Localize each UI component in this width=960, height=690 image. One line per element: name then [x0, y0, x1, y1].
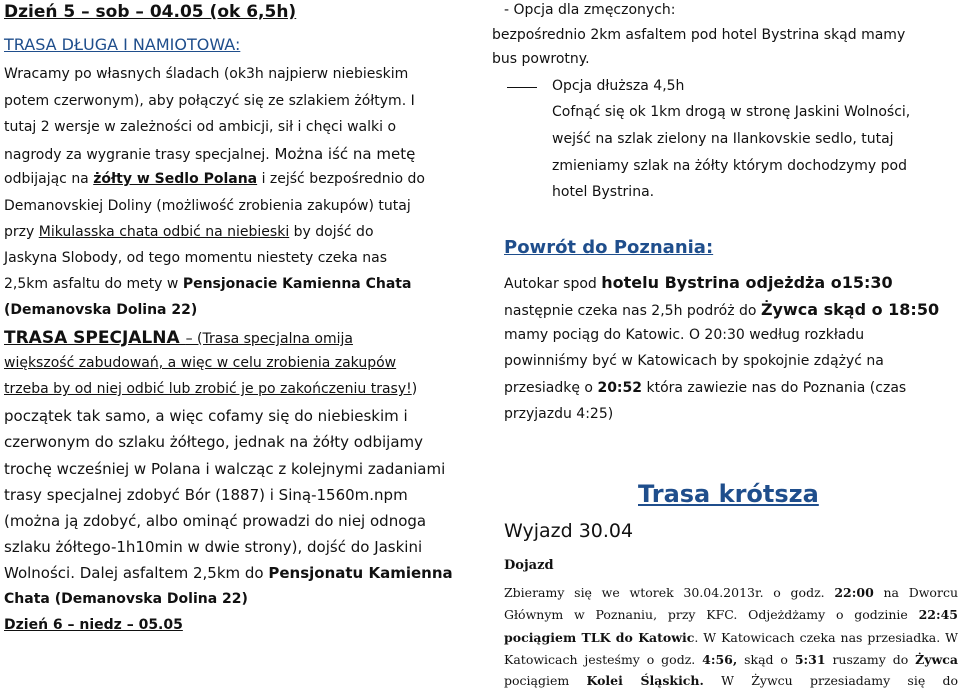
place-name: Pensjonacie Kamienna Chata — [182, 276, 412, 292]
text-fragment: ruszamy do — [825, 652, 916, 667]
text-line — [504, 273, 893, 292]
emphasis: 5:31 — [794, 652, 826, 667]
text-line: trasy specjalnej zdobyć Bór (1887) i Siną-1560m.npm — [4, 486, 408, 504]
text-fragment: nagrody za wygranie trasy specjalnej. — [4, 147, 270, 163]
day6-title: Dzień 6 – niedz – 05.05 — [4, 617, 183, 633]
text-line: początek tak samo, a więc cofamy się do niebieskim i — [4, 407, 408, 425]
emphasis: 20:52 — [597, 380, 643, 396]
day5-title: Dzień 5 – sob – 04.05 (ok 6,5h) — [4, 2, 297, 22]
special-route-heading: TRASA SPECJALNA — [4, 328, 186, 348]
text-fragment: która zawiezie nas do Poznania (czas — [642, 380, 907, 396]
text-fragment: odbijając na — [4, 171, 94, 187]
text-fragment: i zejść bezpośrednio do — [257, 171, 425, 187]
text-fragment: by dojść do — [289, 224, 374, 240]
text-fragment: pociągiem — [504, 673, 587, 688]
short-route-heading: Trasa krótsza — [638, 480, 819, 508]
text-fragment: – (Trasa specjalna omija — [185, 331, 353, 347]
text-fragment: skąd o — [737, 652, 795, 667]
text-fragment: ) — [411, 381, 418, 397]
text-line: trochę wcześniej w Polana i walcząc z kolejnymi zadaniami — [4, 460, 446, 478]
departure-title: Wyjazd 30.04 — [504, 520, 634, 542]
text-fragment: Autokar spod — [504, 276, 602, 292]
text-line — [4, 224, 374, 240]
emphasis: 22:00 — [834, 585, 874, 600]
text-fragment: Zbieramy się we wtorek 30.04.2013r. o godz. — [504, 585, 835, 600]
text-line: czerwonym do szlaku żółtego, jednak na żółty odbijamy — [4, 433, 424, 451]
text-line: bezpośrednio 2km asfaltem pod hotel Bystrina skąd mamy — [492, 27, 906, 43]
trail-name: żółty w Sedlo Polana — [93, 171, 258, 187]
text-line — [504, 585, 958, 600]
text-line: Cofnąć się ok 1km drogą w stronę Jaskini Wolności, — [552, 104, 911, 120]
text-line — [504, 652, 958, 667]
long-route-heading: TRASA DŁUGA I NAMIOTOWA: — [4, 35, 241, 54]
emphasis: hotelu Bystrina odjeżdża o15:30 — [601, 273, 893, 292]
text-line: tutaj 2 wersje w zależności od ambicji, sił i chęci walki o — [4, 119, 397, 135]
text-fragment: 2,5km asfaltu do mety w — [4, 276, 183, 292]
text-line: bus powrotny. — [492, 51, 590, 67]
emphasis: Żywca skąd o 18:50 — [760, 300, 940, 319]
text-line: zmieniamy szlak na żółty którym dochodzymy pod — [552, 158, 908, 174]
text-line: (można ją zdobyć, albo ominąć prowadzi do niej odnoga — [4, 512, 427, 530]
text-line — [4, 145, 415, 163]
text-line: przyjazdu 4:25) — [504, 406, 614, 422]
text-line — [4, 381, 417, 397]
text-fragment: następnie czeka nas 2,5h podróż do — [504, 303, 761, 319]
text-fragment: na Dworcu — [873, 585, 958, 600]
longer-option: Opcja dłuższa 4,5h — [552, 78, 685, 94]
text-fragment: Katowicach jesteśmy o godz. — [504, 652, 703, 667]
text-line: mamy pociąg do Katowic. O 20:30 według rozkładu — [504, 327, 865, 343]
text-line: hotel Bystrina. — [552, 184, 655, 200]
text-line: Wracamy po własnych śladach (ok3h najpierw niebieskim — [4, 66, 409, 82]
special-route-line — [4, 328, 353, 348]
emphasis: pociągiem TLK do Katowic — [504, 630, 695, 645]
text-fragment: trzeba by od niej odbić lub zrobić je po zakończeniu trasy! — [4, 381, 412, 397]
dash-divider — [507, 87, 537, 88]
text-line: Jaskyna Slobody, od tego momentu niestety czeka nas — [4, 250, 388, 266]
text-line — [504, 607, 958, 622]
text-line: (Demanovska Dolina 22) — [4, 302, 198, 318]
departure-label: Dojazd — [504, 558, 554, 573]
place-name: Pensjonatu Kamienna — [268, 564, 453, 582]
text-fragment: przesiadkę o — [504, 380, 598, 396]
text-line — [4, 276, 411, 292]
text-line: szlaku żółtego-1h10min w dwie strony), dojść do Jaskini — [4, 538, 423, 556]
text-fragment: Można iść na metę — [269, 145, 416, 163]
emphasis: 4:56, — [702, 652, 738, 667]
text-line: wejść na szlak zielony na Ilankovskie sedlo, tutaj — [552, 131, 894, 147]
emphasis: Żywca — [915, 652, 959, 667]
text-line — [504, 300, 939, 319]
trail-name: Mikulasska chata odbić na niebieski — [38, 224, 290, 240]
emphasis: Kolei Śląskich. — [586, 673, 704, 688]
tired-option: - Opcja dla zmęczonych: — [504, 2, 676, 18]
text-fragment: W Żywcu przesiadamy się do — [703, 673, 959, 688]
text-fragment: Wolności. Dalej asfaltem 2,5km do — [4, 564, 269, 582]
text-line — [504, 630, 958, 645]
text-line: większość zabudowań, a więc w celu zrobienia zakupów — [4, 355, 397, 371]
text-fragment: przy — [4, 224, 39, 240]
text-line — [504, 673, 958, 688]
text-line — [504, 380, 906, 396]
text-fragment: Głównym w Poznaniu, przy KFC. Odjeżdżamy o godzinie — [504, 607, 919, 622]
text-line: Demanovskiej Doliny (możliwość zrobienia zakupów) tutaj — [4, 198, 411, 214]
text-line: Chata (Demanovska Dolina 22) — [4, 591, 248, 607]
text-line: potem czerwonym), aby połączyć się ze szlakiem żółtym. I — [4, 93, 415, 109]
return-heading: Powrót do Poznania: — [504, 237, 714, 258]
text-line: powinniśmy być w Katowicach by spokojnie zdążyć na — [504, 353, 884, 369]
text-line — [4, 171, 425, 187]
text-fragment: . W Katowicach czeka nas przesiadka. W — [694, 630, 958, 645]
emphasis: 22:45 — [918, 607, 958, 622]
text-line — [4, 564, 453, 582]
